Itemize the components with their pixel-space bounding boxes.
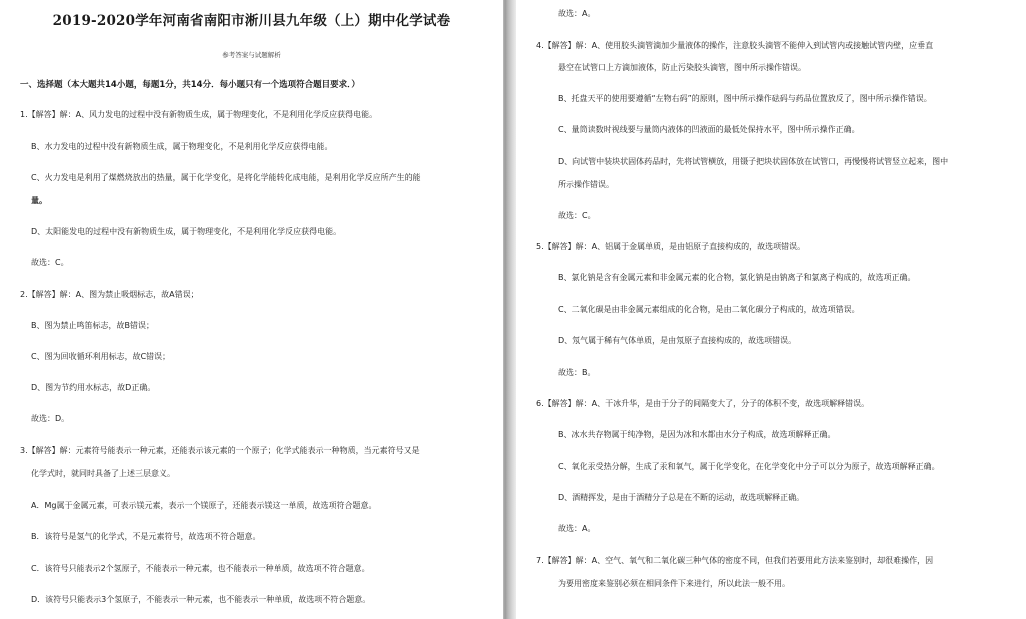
q5-answer: 故选：B。: [558, 368, 596, 377]
document-page-right: [516, 0, 1026, 619]
q4-answer: 故选：C。: [558, 211, 596, 220]
section-heading: 一、选择题（本大题共14小题，每题1分，共14分．每小题只有一个选项符合题目要求．）: [20, 80, 360, 90]
q5-option-b: B、氯化钠是含有金属元素和非金属元素的化合物，氯化钠是由钠离子和氯离子构成的，故选项正确。: [558, 273, 916, 282]
q4-option-d-line2: 所示操作错误。: [558, 180, 614, 189]
q6-option-c: C、氧化汞受热分解，生成了汞和氧气，属于化学变化，在化学变化中分子可以分为原子，故选项解释正确。: [558, 462, 940, 471]
q7-stem-line1: 7.【解答】解：A、空气、氧气和二氧化碳三种气体的密度不同，但我们若要用此方法来鉴别时，却很难操作，因: [536, 556, 934, 565]
document-title: 2019-2020学年河南省南阳市淅川县九年级（上）期中化学试卷: [52, 13, 451, 29]
q6-option-d: D、酒精挥发，是由于酒精分子总是在不断的运动，故选项解释正确。: [558, 493, 805, 502]
q5-option-c: C、二氧化碳是由非金属元素组成的化合物，是由二氧化碳分子构成的，故选项错误。: [558, 305, 860, 314]
q6-option-b: B、冰水共存物属于纯净物，是因为冰和水都由水分子构成，故选项解释正确。: [558, 430, 836, 439]
document-page-left: [0, 0, 503, 619]
q2-option-d: D、图为节约用水标志，故D正确。: [31, 383, 156, 392]
q2-stem: 2.【解答】解：A、图为禁止吸烟标志，故A错误；: [20, 290, 199, 299]
q3-option-d: D．该符号只能表示3个氢原子，不能表示一种元素，也不能表示一种单质，故选项不符合题意。: [31, 595, 371, 604]
q2-option-b: B、图为禁止鸣笛标志，故B错误；: [31, 321, 154, 330]
q6-stem: 6.【解答】解：A、干冰升华，是由于分子的间隔变大了，分子的体积不变，故选项解释错误。: [536, 399, 870, 408]
document-subtitle: 参考答案与试题解析: [222, 51, 281, 59]
q3-option-a: A．Mg属于金属元素，可表示镁元素，表示一个镁原子，还能表示镁这一单质，故选项符合题意。: [31, 501, 377, 510]
q4-option-b: B、托盘天平的使用要遵循“左物右码”的原则，图中所示操作砝码与药品位置放反了，图中所示操作错误。: [558, 94, 932, 103]
q3-stem-line1: 3.【解答】解：元素符号能表示一种元素，还能表示该元素的一个原子；化学式能表示一种物质，当元素符号又是: [20, 446, 420, 455]
q4-option-c: C、量筒读数时视线要与量筒内液体的凹液面的最低处保持水平，图中所示操作正确。: [558, 125, 860, 134]
q7-stem-line2: 为要用密度来鉴别必须在相同条件下来进行，所以此法一般不用。: [558, 579, 790, 588]
q1-option-c-line1: C、火力发电是利用了煤燃烧放出的热量，属于化学变化，是将化学能转化成电能，是利用化学反应所产生的能: [31, 173, 421, 182]
page-gutter: [503, 0, 516, 619]
q1-stem: 1.【解答】解：A、风力发电的过程中没有新物质生成，属于物理变化，不是利用化学反应获得电能。: [20, 110, 378, 119]
q6-answer: 故选：A。: [558, 524, 596, 533]
q2-answer: 故选：D。: [31, 414, 70, 423]
q3-option-c: C．该符号只能表示2个氢原子，不能表示一种元素，也不能表示一种单质，故选项不符合题意。: [31, 564, 370, 573]
q3-answer: 故选：A。: [558, 9, 596, 18]
q4-stem-line2: 悬空在试管口上方滴加液体，防止污染胶头滴管，图中所示操作错误。: [558, 63, 806, 72]
q5-option-d: D、氖气属于稀有气体单质，是由氖原子直接构成的，故选项错误。: [558, 336, 797, 345]
q3-option-b: B．该符号是氢气的化学式，不是元素符号，故选项不符合题意。: [31, 532, 261, 541]
q4-stem-line1: 4.【解答】解：A、使用胶头滴管滴加少量液体的操作，注意胶头滴管不能伸入到试管内或接触试管内壁，应垂直: [536, 41, 934, 50]
q1-option-c-line2: 量。: [31, 196, 47, 205]
q4-option-d-line1: D、向试管中装块状固体药品时，先将试管横放，用镊子把块状固体放在试管口，再慢慢将试管竖立起来，图中: [558, 157, 949, 166]
q3-stem-line2: 化学式时，就同时具备了上述三层意义。: [31, 469, 175, 478]
q1-answer: 故选：C。: [31, 258, 69, 267]
q2-option-c: C、图为回收循环利用标志，故C错误；: [31, 352, 171, 361]
q1-option-d: D、太阳能发电的过程中没有新物质生成，属于物理变化，不是利用化学反应获得电能。: [31, 227, 342, 236]
q5-stem: 5.【解答】解：A、铝属于金属单质，是由铝原子直接构成的，故选项错误。: [536, 242, 806, 251]
q1-option-b: B、水力发电的过程中没有新物质生成，属于物理变化，不是利用化学反应获得电能。: [31, 142, 333, 151]
